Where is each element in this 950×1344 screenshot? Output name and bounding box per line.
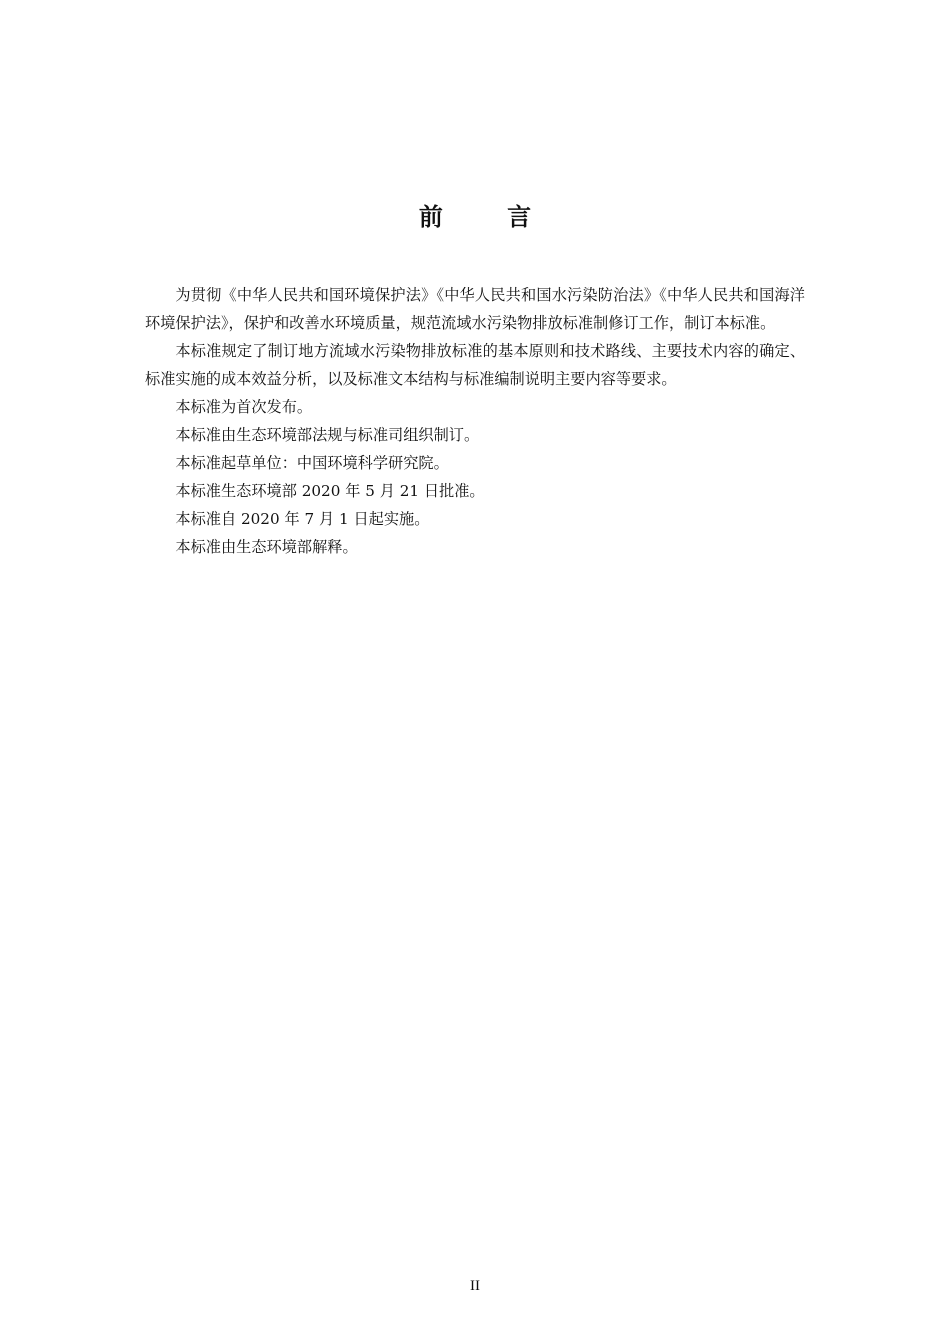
paragraph-organizer: 本标准由生态环境部法规与标准司组织制订。 <box>175 426 480 444</box>
paragraph-scope: 本标准规定了制订地方流域水污染物排放标准的基本原则和技术路线、主要技术内容的确定、标准实施的成本效益分析，以及标准文本结构与标准编制说明主要内容等要求。 <box>145 342 805 388</box>
paragraph-drafting-unit: 本标准起草单位：中国环境科学研究院。 <box>175 454 449 472</box>
foreword-body <box>145 281 805 561</box>
paragraph-effective-date: 本标准自 2020 年 7 月 1 日起实施。 <box>175 510 430 528</box>
paragraph-first-release: 本标准为首次发布。 <box>175 398 313 416</box>
page-number: II <box>470 1278 480 1294</box>
page-title: 前 言 <box>418 203 560 231</box>
paragraph-approval-date: 本标准生态环境部 2020 年 5 月 21 日批准。 <box>175 482 485 500</box>
paragraph-interpretation: 本标准由生态环境部解释。 <box>175 538 358 556</box>
paragraph-purpose: 为贯彻《中华人民共和国环境保护法》《中华人民共和国水污染防治法》《中华人民共和国海洋环境保护法》，保护和改善水环境质量，规范流域水污染物排放标准制修订工作，制订本标准。 <box>145 286 805 332</box>
